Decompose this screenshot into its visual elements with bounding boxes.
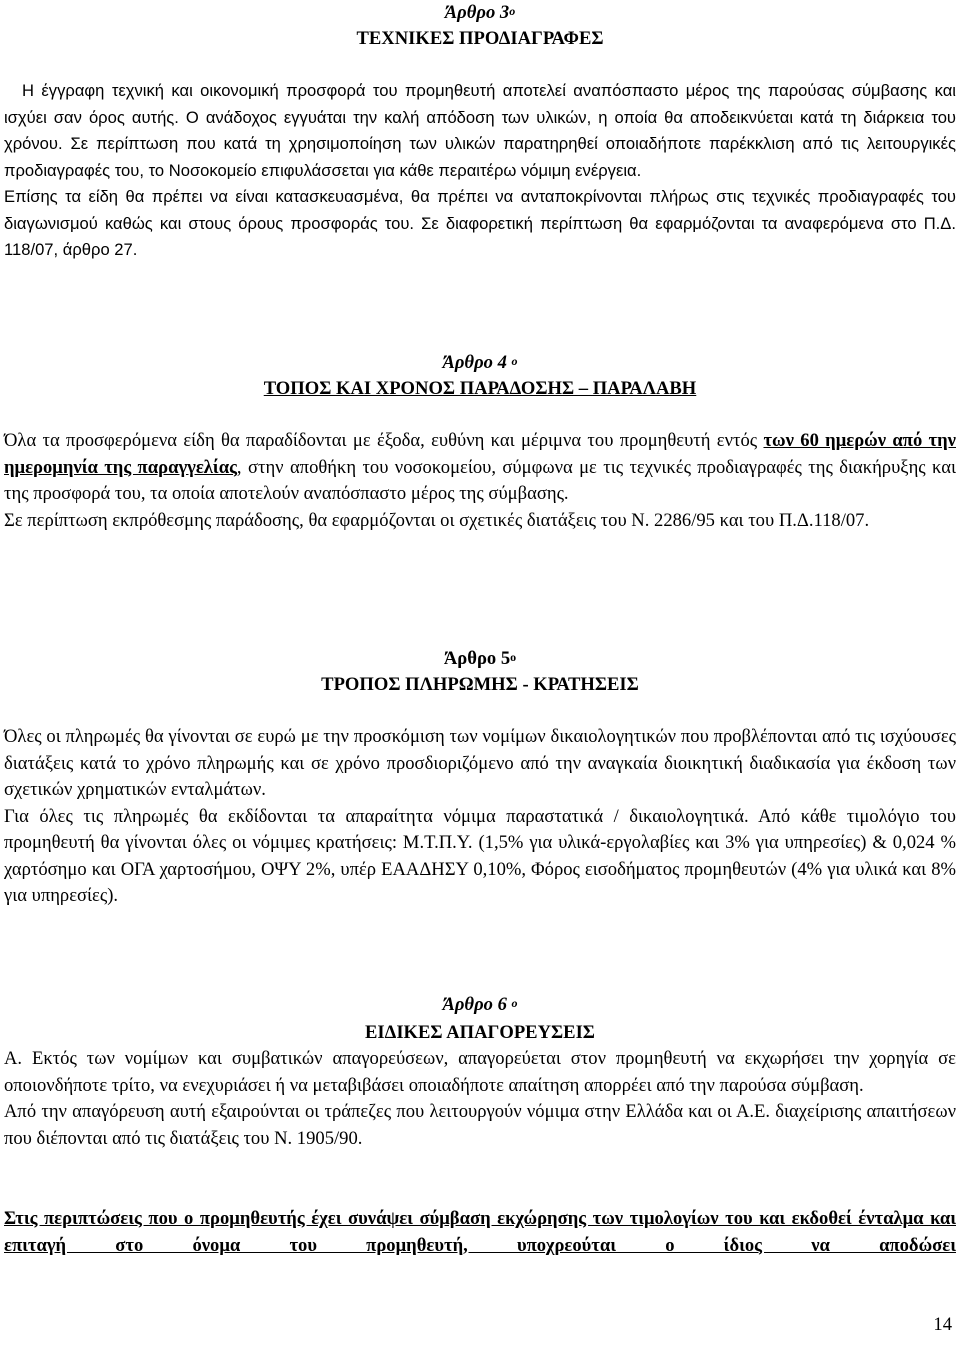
article-3-heading xyxy=(4,0,956,26)
article-4-p1-part-a: Όλα τα προσφερόμενα είδη θα παραδίδονται με έξοδα, ευθύνη και μέριμνα του προμηθευτή εντός xyxy=(4,430,764,451)
article-3-heading-sup: ο xyxy=(509,4,516,18)
article-4-heading-sup: ο xyxy=(511,354,518,368)
article-5-paragraph-2: Για όλες τις πληρωμές θα εκδίδονται τα απαραίτητα νόμιμα παραστατικά / δικαιολογητικά. Από κάθε τιμολόγιο του προμηθευτή θα γίνονται όλες οι νόμιμες κρατήσεις: Μ.Τ.Π.Υ. (1,5% για υλικά-εργολαβίες και 3% για υπηρεσίες) & 0,024 % χαρτόσημο και ΟΓΑ χαρτοσήμου, ΟΨΥ 2%, υπέρ ΕΑΑΔΗΣΥ 0,10%, Φόρος εισοδήματος προμηθευτών (4% για υλικά και 8% για υπηρεσίες). xyxy=(4,805,956,906)
article-3-title: ΤΕΧΝΙΚΕΣ ΠΡΟΔΙΑΓΡΑΦΕΣ xyxy=(356,28,604,49)
article-5-heading-sup: ο xyxy=(510,650,517,664)
article-4-paragraph-1 xyxy=(4,428,956,508)
article-3-p1-part-a: Η έγγραφη τεχνική και οικονομική προσφορά του προμηθευτή αποτελεί αναπόσπαστο μέρος της παρούσας σύμβασης και ισχύει σαν όρος αυτής. Ο ανάδοχος εγγυάται την καλή απόδοση των υλικών, η οποία θα αποδεικνύεται κατά τη διάρκεια του χρόνου. xyxy=(4,81,956,153)
article-3-paragraph-2: Επίσης τα είδη θα πρέπει να είναι κατασκευασμένα, θα πρέπει να ανταποκρίνονται πλήρως στις τεχνικές προδιαγραφές του διαγωνισμού καθώς και στους όρους προσφοράς του. Σε διαφορετική περίπτωση θα εφαρμόζονται τα αναφερόμενα στο Π.Δ. 118/07, άρθρο 27. xyxy=(4,187,956,259)
delivery-deadline-text: των 60 ημερών από την ημερομηνία της παραγγελίας xyxy=(4,430,956,478)
page-number: 14 xyxy=(933,1314,952,1335)
article-4-p1-part-c: , στην αποθήκη του νοσοκομείου, σύμφωνα με τις τεχνικές προδιαγραφές της διακήρυξης και της προσφορά του, τα οποία αποτελούν αναπόσπαστο μέρος της σύμβασης. xyxy=(4,456,956,504)
article-6-heading-text: Άρθρο 6 xyxy=(442,994,507,1015)
article-3-body xyxy=(4,78,956,264)
article-6-paragraph-3: Στις περιπτώσεις που ο προμηθευτής έχει συνάψει σύμβαση εκχώρησης των τιμολογίων του και εκδοθεί ένταλμα και επιταγή στο όνομα του προμηθευτή, υποχρεούται ο ίδιος να αποδώσει xyxy=(4,1208,956,1256)
article-4-body xyxy=(4,428,956,534)
article-5-heading xyxy=(4,646,956,672)
article-4-paragraph-2: Σε περίπτωση εκπρόθεσμης παράδοσης, θα εφαρμόζονται οι σχετικές διατάξεις του Ν. 2286/95 και του Π.Δ.118/07. xyxy=(4,509,870,531)
article-4-title: ΤΟΠΟΣ ΚΑΙ ΧΡΟΝΟΣ ΠΑΡΑΔΟΣΗΣ – ΠΑΡΑΛΑΒΗ xyxy=(263,378,697,399)
article-3-heading-text: Άρθρο 3 xyxy=(444,2,510,23)
article-6-paragraph-1: Α. Εκτός των νομίμων και συμβατικών απαγορεύσεων, απαγορεύεται στον προμηθευτή να εκχωρήσει την χορηγία σε οποιονδήποτε τρίτο, να ενεχυριάσει ή να μεταβιβάσει οποιαδήποτε απαίτηση απορρέει από την παρούσα σύμβαση. xyxy=(4,1048,956,1096)
article-4-heading-text: Άρθρο 4 xyxy=(442,352,507,373)
article-6-heading-sup: ο xyxy=(511,996,518,1010)
article-5-body xyxy=(4,724,956,910)
article-6-paragraph-2: Από την απαγόρευση αυτή εξαιρούνται οι τράπεζες που λειτουργούν νόμιμα στην Ελλάδα και οι Α.Ε. διαχείρισης απαιτήσεων που διέπονται από τις διατάξεις του Ν. 1905/90. xyxy=(4,1101,956,1149)
article-5-heading-text: Άρθρο 5 xyxy=(443,648,511,669)
article-4-heading xyxy=(4,350,956,376)
article-6-body xyxy=(4,1046,956,1152)
article-6-title: ΕΙΔΙΚΕΣ ΑΠΑΓΟΡΕΥΣΕΙΣ xyxy=(365,1022,595,1043)
article-5-title: ΤΡΟΠΟΣ ΠΛΗΡΩΜΗΣ - ΚΡΑΤΗΣΕΙΣ xyxy=(321,674,639,695)
article-3-paragraph-1 xyxy=(4,78,956,184)
article-3-p1-part-b: Σε περίπτωση που κατά τη χρησιμοποίηση των υλικών παρατηρηθεί οποιαδήποτε παρέκκλιση από τις λειτουργικές προδιαγραφές του, το Νοσοκομείο επιφυλάσσεται για κάθε περαιτέρω νόμιμη ενέργεια. xyxy=(4,134,956,180)
article-6-heading xyxy=(4,992,956,1018)
article-5-paragraph-1: Όλες οι πληρωμές θα γίνονται σε ευρώ με την προσκόμιση των νομίμων δικαιολογητικών που προβλέπονται από τις ισχύουσες διατάξεις κατά το χρόνο πληρωμής και σε χρόνο προσδιοριζόμενο από την αναγκαία διοικητική διαδικασία για έκδοση των σχετικών χρηματικών ενταλμάτων. xyxy=(4,726,956,800)
